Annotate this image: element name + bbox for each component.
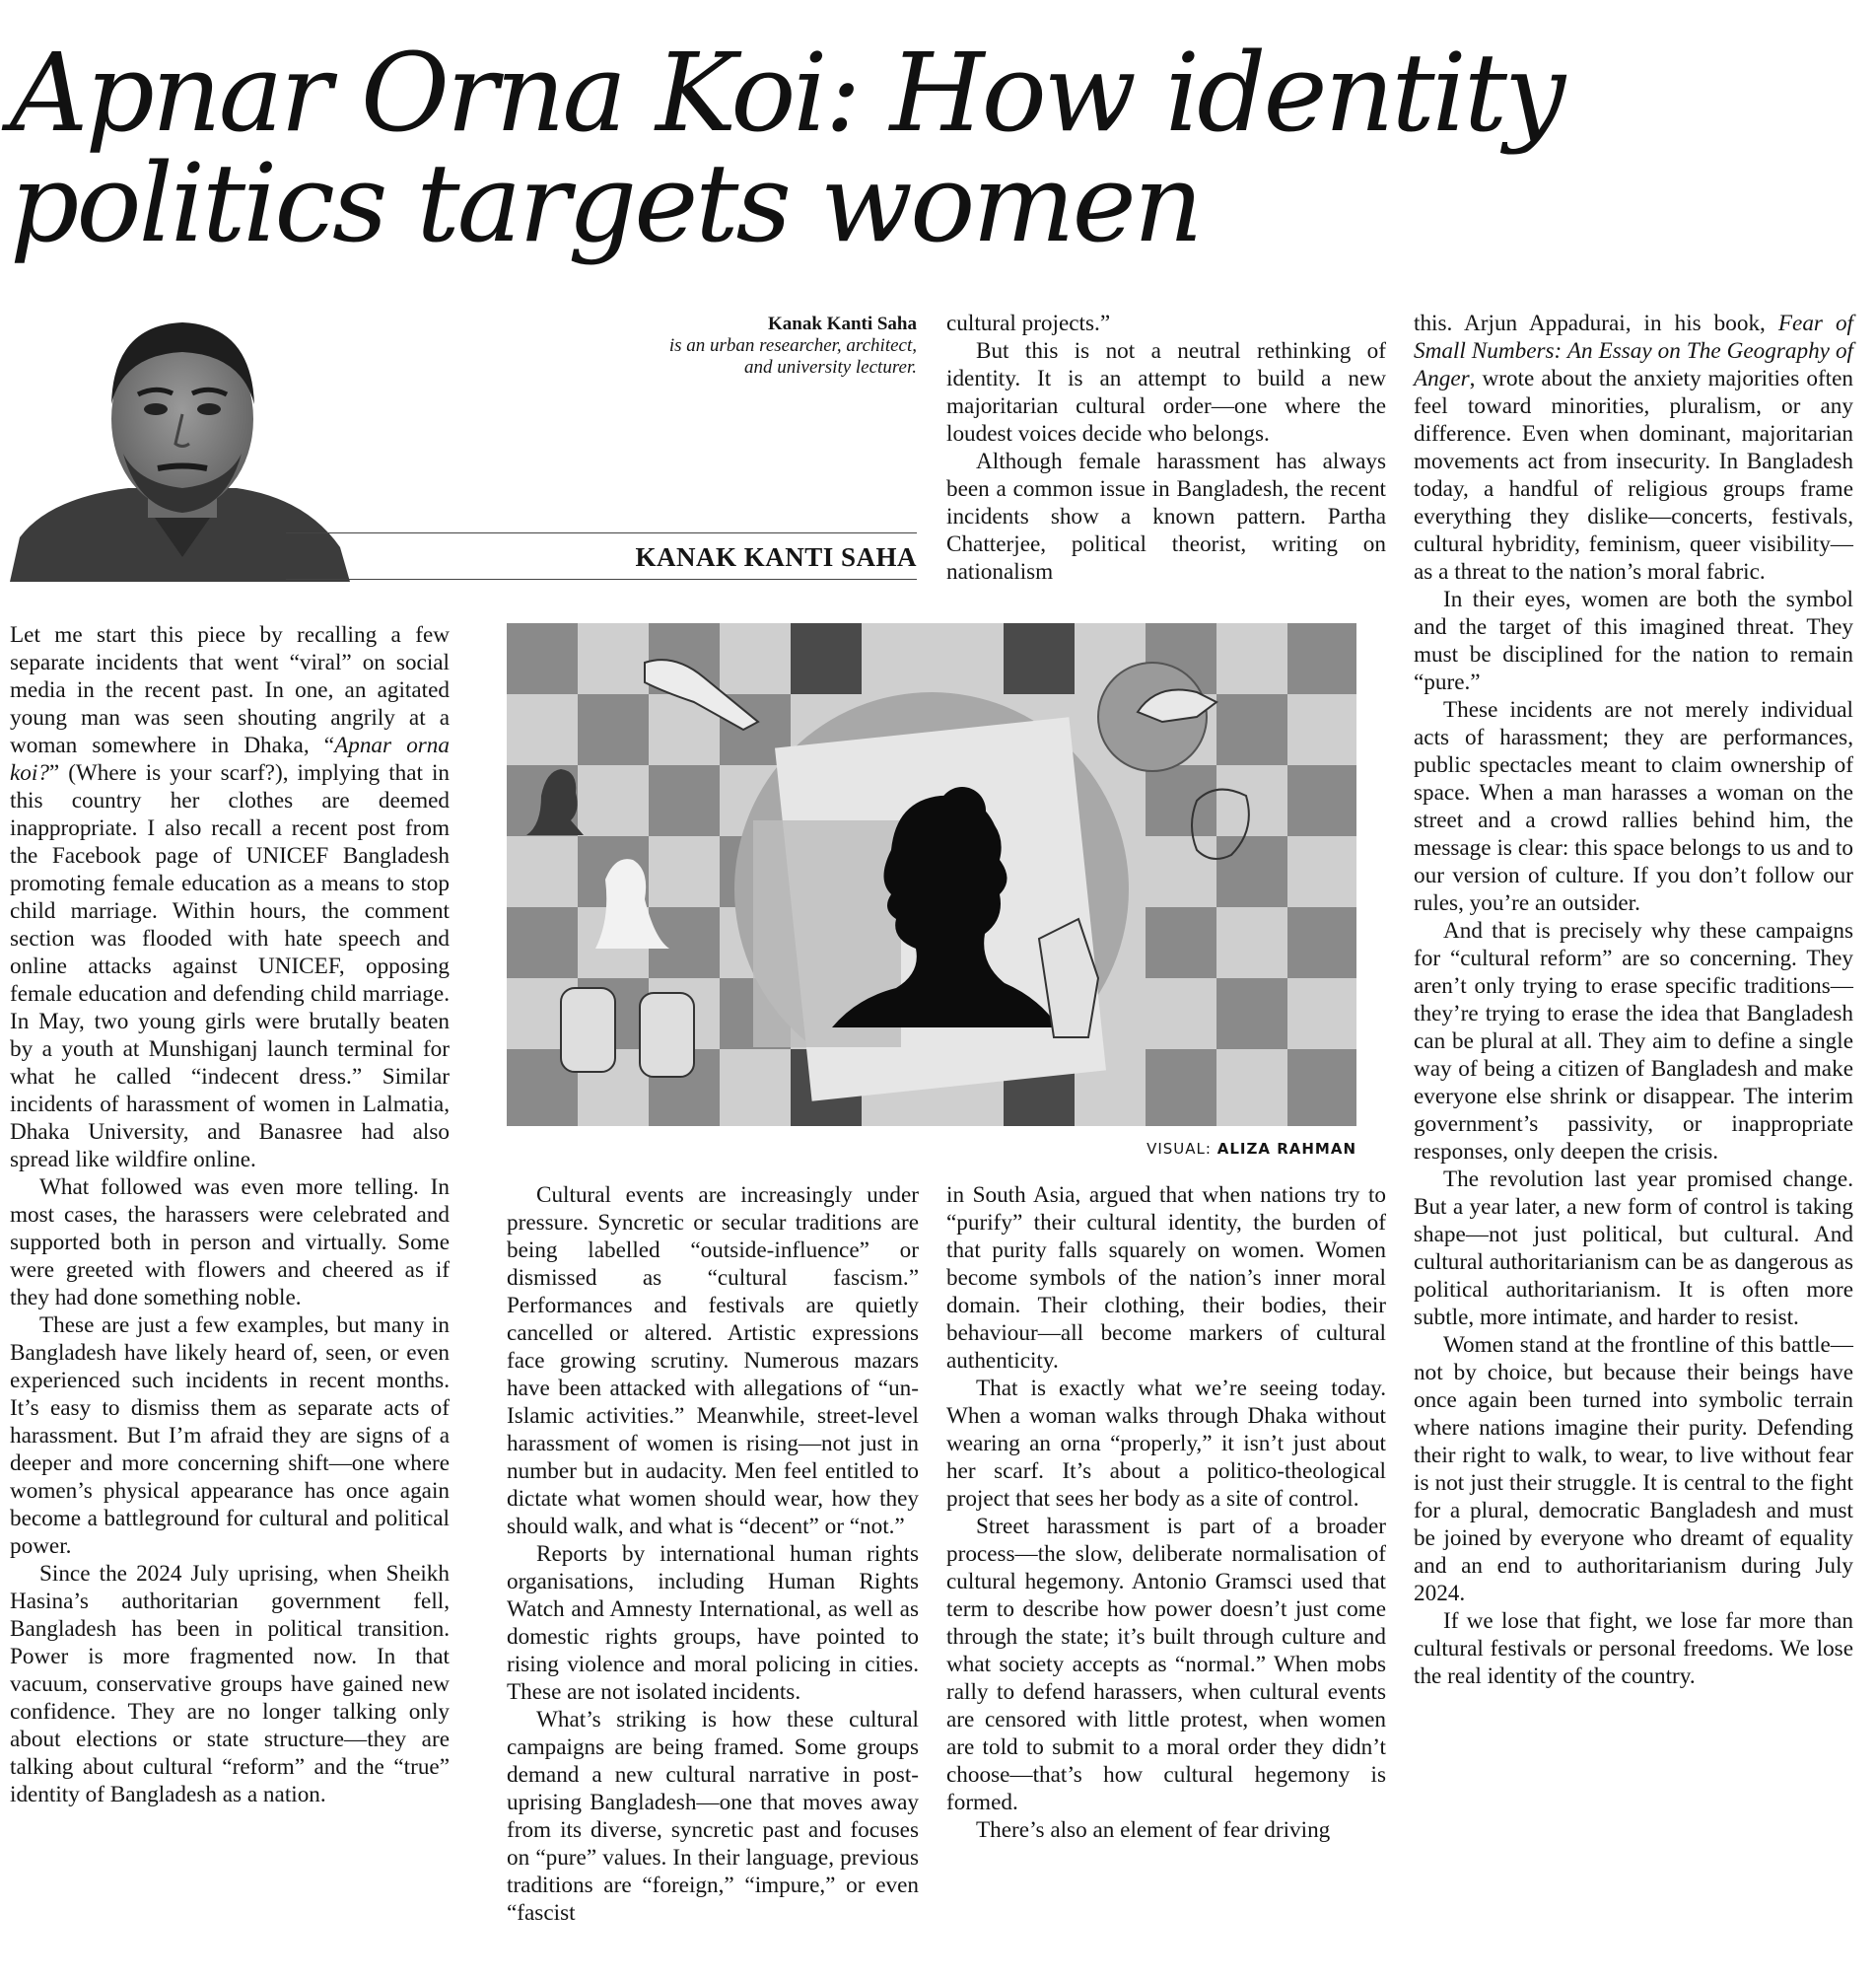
col2-paragraph-2: Reports by international human rights organisations, including Human Rights Watch and Amnesty International, as well as domestic rights groups, have pointed to rising violence and moral policing in cities. These are not isolated incidents. [507, 1541, 919, 1705]
col3b-paragraph-3: There’s also an element of fear driving [976, 1817, 1331, 1843]
col1-paragraph-1: Let me start this piece by recalling a few separate incidents that went “viral” on social media in the recent past. In one, an agitated young man was seen shouting angrily at a woman somewhere in Dhaka, “Apnar orna koi?” (Where is your scarf?), implying that in this country her clothes are deemed inappropriate. I also recall a recent post from the Facebook page of UNICEF Bangladesh promoting female education as a means to stop child marriage. Within hours, the comment section was flooded with hate speech and online attacks against UNICEF, opposing female education and defending child marriage. In May, two young girls were brutally beaten by a youth at Munshiganj launch terminal for what he called “indecent dress.” Similar incidents of harassment of women in Lalmatia, Dhaka University, and Banasree had also spread like wildfire online. [10, 622, 450, 1172]
column-3-top [946, 310, 1386, 586]
col4-paragraph-6: If we lose that fight, we lose far more than cultural festivals or personal freedoms. We lose the real identity of the country. [1414, 1608, 1853, 1689]
article-visual [507, 623, 1356, 1126]
book-title: Fear of Small Numbers: An Essay on The Geography of Anger [1414, 311, 1853, 391]
col1-paragraph-2: What followed was even more telling. In most cases, the harassers were celebrated and supported both in person and virtually. Some were greeted with flowers and cheered as if they had done something noble. [10, 1174, 450, 1310]
headline [10, 30, 1863, 266]
column-2 [507, 1181, 919, 1927]
column-1 [10, 621, 450, 1808]
visual-credit [986, 1140, 1356, 1158]
headline-line-2: politics targets women [10, 140, 1201, 266]
column-4 [1414, 310, 1853, 1690]
author-photo [10, 311, 355, 582]
author-bio-line-1: is an urban researcher, architect, [668, 335, 917, 356]
col1-paragraph-4: Since the 2024 July uprising, when Sheikh Hasina’s authoritarian government fell, Bangladesh has been in political transition. Power is more fragmented now. In that vacuum, conservative groups have gained new confidence. They are no longer talking only about elections or state structure—they are talking about cultural “reform” and the “true” identity of Bangladesh as a nation. [10, 1561, 450, 1807]
visual-credit-prefix: VISUAL: [1146, 1140, 1212, 1158]
col4-paragraph-4: The revolution last year promised change. But a year later, a new form of control is taking shape—not just political, but cultural. And cultural authoritarianism can be as dangerous as political authoritarianism. It is often more subtle, more intimate, and harder to resist. [1414, 1167, 1853, 1330]
col2-paragraph-1: Cultural events are increasingly under pressure. Syncretic or secular traditions are being labelled “outside-influence” or dismissed as “cultural fascism.” Performances and festivals are quietly cancelled or altered. Artistic expressions face growing scrutiny. Numerous mazars have been attacked with allegations of “un-Islamic activities.” Meanwhile, street-level harassment of women is rising—not just in number but in audacity. Men feel entitled to dictate what women should wear, how they should walk, and what is “decent” or “not.” [507, 1182, 919, 1539]
headline-line-1: Apnar Orna Koi: How identity [10, 30, 1563, 156]
col4-paragraph-0: this. Arjun Appadurai, in his book, Fear of Small Numbers: An Essay on The Geography of Anger, wrote about the anxiety majorities often feel toward minorities, pluralism, or any difference. Even when dominant, majoritarian movements act from insecurity. In Bangladesh today, a handful of religious groups frame everything they dislike—concerts, festivals, cultural hybridity, feminism, queer visibility—as a threat to the nation’s moral fabric. [1414, 311, 1853, 585]
col4-paragraph-5: Women stand at the frontline of this battle—not by choice, but because their beings have once again been turned into symbolic terrain where nations imagine their purity. Defending their right to walk, to wear, to live without fear is not just their struggle. It is central to the fight for a plural, democratic Bangladesh and must be joined by everyone who dreamt of equality and an end to authoritarianism during July 2024. [1414, 1332, 1853, 1606]
col3b-paragraph-1: That is exactly what we’re seeing today. When a woman walks through Dhaka without wearing an orna “properly,” it isn’t just about her scarf. It’s about a politico-theological project that sees her body as a site of control. [946, 1376, 1386, 1512]
col3-paragraph-1: But this is not a neutral rethinking of identity. It is an attempt to build a new majoritarian cultural order—one where the loudest voices decide who belongs. [946, 338, 1386, 447]
col4-paragraph-1: In their eyes, women are both the symbol and the target of this imagined threat. They must be disciplined for the nation to remain “pure.” [1414, 587, 1853, 695]
col2-paragraph-3: What’s striking is how these cultural campaigns are being framed. Some groups demand a new cultural narrative in post-uprising Bangladesh—one that moves away from its diverse, syncretic past and focuses on “pure” values. In their language, previous traditions are “foreign,” “impure,” or even “fascist [507, 1707, 919, 1926]
quote-apnar-orna-koi: Apnar orna koi? [10, 733, 450, 786]
author-name: Kanak Kanti Saha [768, 314, 917, 334]
author-bio-line-2: and university lecturer. [743, 357, 917, 378]
byline-rule-bottom [286, 579, 917, 580]
visual-credit-name: ALIZA RAHMAN [1216, 1140, 1356, 1158]
col3-paragraph-0: cultural projects.” [946, 311, 1111, 336]
col3-paragraph-2: Although female harassment has always been a common issue in Bangladesh, the recent incidents show a known pattern. Partha Chatterjee, political theorist, writing on nationalism [946, 449, 1386, 585]
col4-paragraph-3: And that is precisely why these campaigns for “cultural reform” are so concerning. They aren’t only trying to erase specific traditions—they’re trying to erase the idea that Bangladesh can be plural at all. They aim to define a single way of being a citizen of Bangladesh and make everyone else shrink or disappear. The interim government’s passivity, or inappropriate responses, only deepen the crisis. [1414, 918, 1853, 1165]
col1-paragraph-3: These are just a few examples, but many in Bangladesh have likely heard of, seen, or even experienced such incidents in recent months. It’s easy to dismiss them as separate acts of harassment. But I’m afraid they are signs of a deeper and more concerning shift—one where women’s physical appearance has once again become a battleground for cultural and political power. [10, 1312, 450, 1559]
byline: KANAK KANTI SAHA [635, 542, 917, 572]
col4-paragraph-2: These incidents are not merely individual acts of harassment; they are performances, public spectacles meant to claim ownership of space. When a man harasses a woman on the street and a crowd rallies behind him, the message is clear: this space belongs to us and to our version of culture. If you don’t follow our rules, you’re an outsider. [1414, 697, 1853, 916]
byline-rule-top [286, 532, 917, 533]
column-3-bottom [946, 1181, 1386, 1844]
col3b-paragraph-0: in South Asia, argued that when nations try to “purify” their cultural identity, the burden of that purity falls squarely on women. Women become symbols of the nation’s inner moral domain. Their clothing, their bodies, their behaviour—all become markers of cultural authenticity. [946, 1182, 1386, 1374]
author-bio [552, 314, 917, 379]
col3b-paragraph-2: Street harassment is part of a broader process—the slow, deliberate normalisation of cultural hegemony. Antonio Gramsci used that term to describe how power doesn’t just come through the state; it’s built through culture and what society accepts as “normal.” When mobs rally to defend harassers, when cultural events are censored with little protest, when women are told to submit to a moral order they didn’t choose—that’s how cultural hegemony is formed. [946, 1514, 1386, 1815]
